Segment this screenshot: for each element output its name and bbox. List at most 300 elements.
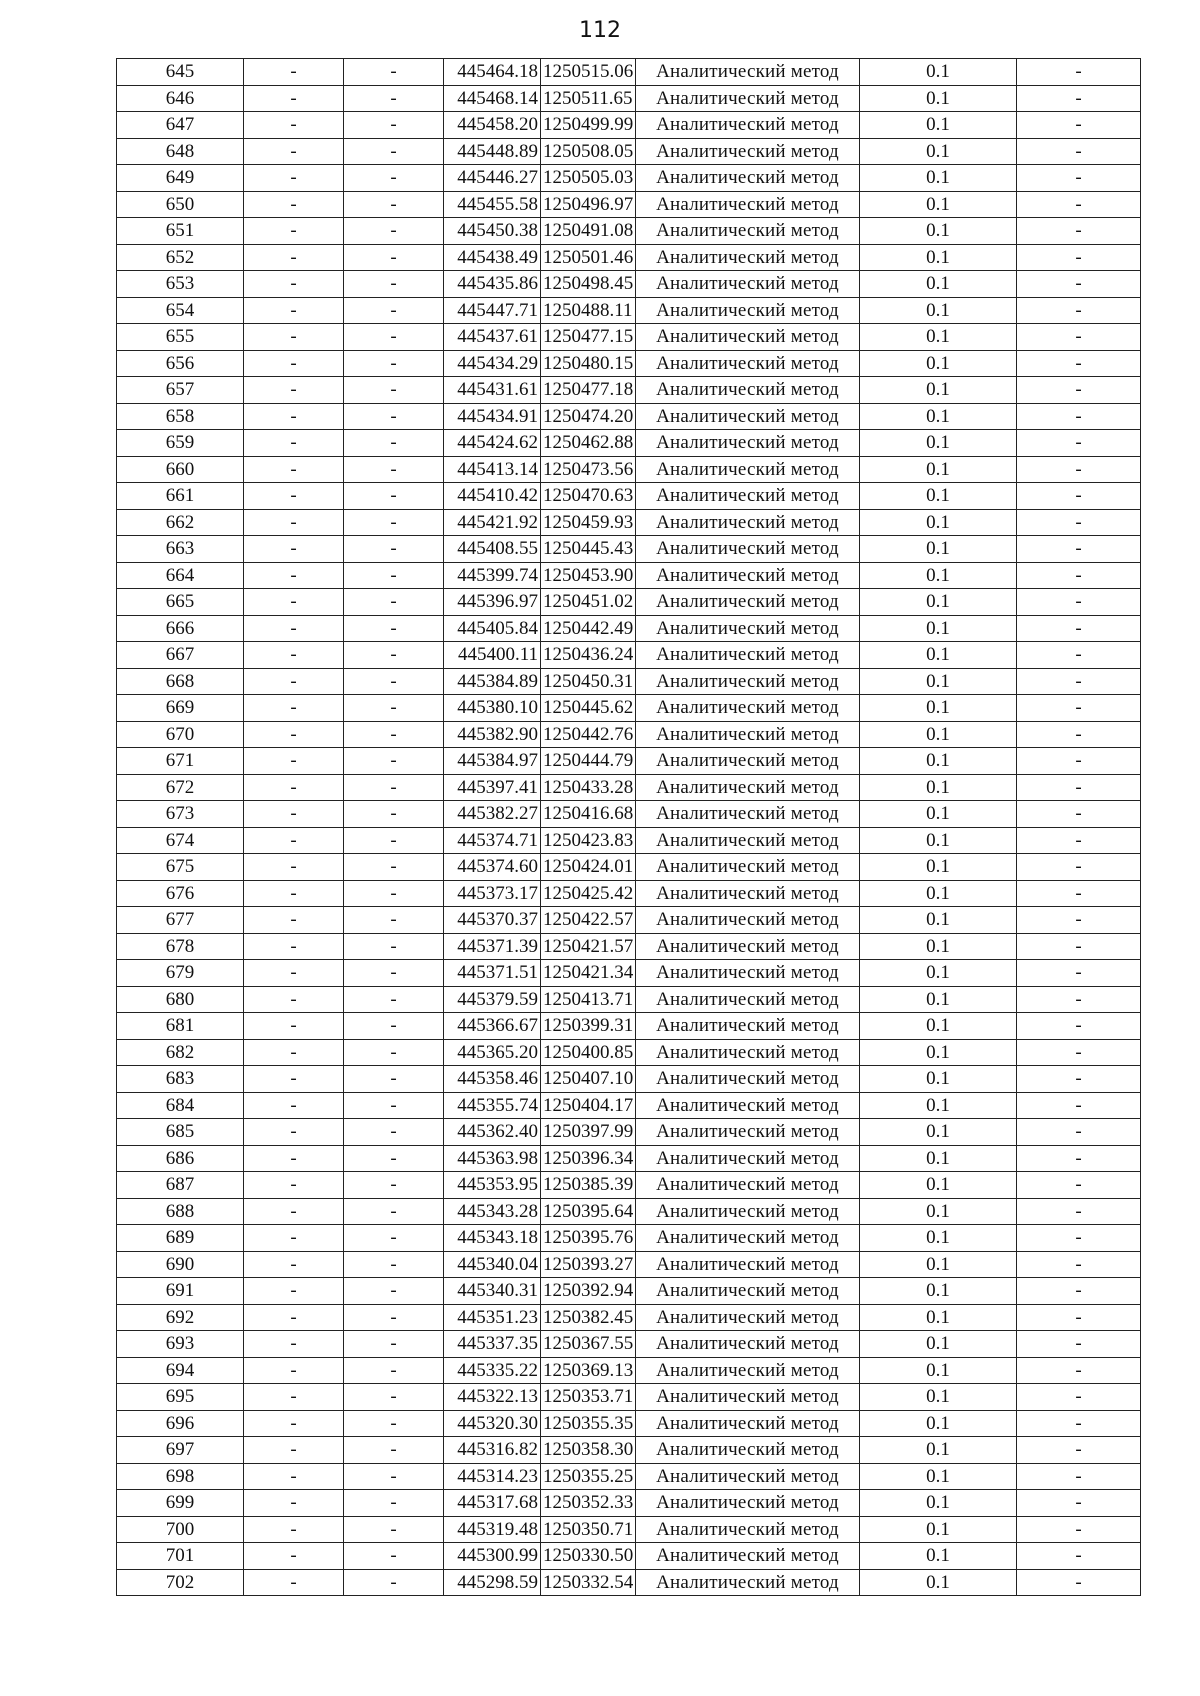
description-cell: -: [1017, 509, 1141, 536]
point-number-cell: 647: [117, 112, 244, 139]
old-x-cell: -: [244, 1278, 344, 1305]
point-number-cell: 681: [117, 1013, 244, 1040]
old-y-cell: -: [344, 668, 444, 695]
table-row: [117, 165, 1141, 192]
table-row: [117, 271, 1141, 298]
description-cell: -: [1017, 695, 1141, 722]
method-cell: Аналитический метод: [636, 1066, 860, 1093]
old-y-cell: -: [344, 324, 444, 351]
table-row: [117, 324, 1141, 351]
accuracy-cell: 0.1: [860, 1490, 1017, 1517]
table-row: [117, 562, 1141, 589]
y-coordinate-cell: 1250498.45: [541, 271, 636, 298]
description-cell: -: [1017, 562, 1141, 589]
description-cell: -: [1017, 1278, 1141, 1305]
method-cell: Аналитический метод: [636, 695, 860, 722]
x-coordinate-cell: 445340.04: [444, 1251, 541, 1278]
method-cell: Аналитический метод: [636, 1119, 860, 1146]
table-row: [117, 854, 1141, 881]
point-number-cell: 655: [117, 324, 244, 351]
old-y-cell: -: [344, 244, 444, 271]
table-row: [117, 85, 1141, 112]
old-x-cell: -: [244, 854, 344, 881]
method-cell: Аналитический метод: [636, 191, 860, 218]
y-coordinate-cell: 1250444.79: [541, 748, 636, 775]
point-number-cell: 687: [117, 1172, 244, 1199]
table-row: [117, 1066, 1141, 1093]
old-y-cell: -: [344, 85, 444, 112]
method-cell: Аналитический метод: [636, 1384, 860, 1411]
accuracy-cell: 0.1: [860, 244, 1017, 271]
description-cell: -: [1017, 1225, 1141, 1252]
old-x-cell: -: [244, 430, 344, 457]
old-x-cell: -: [244, 85, 344, 112]
point-number-cell: 649: [117, 165, 244, 192]
method-cell: Аналитический метод: [636, 1225, 860, 1252]
accuracy-cell: 0.1: [860, 138, 1017, 165]
x-coordinate-cell: 445448.89: [444, 138, 541, 165]
point-number-cell: 674: [117, 827, 244, 854]
point-number-cell: 667: [117, 642, 244, 669]
old-y-cell: -: [344, 138, 444, 165]
point-number-cell: 676: [117, 880, 244, 907]
method-cell: Аналитический метод: [636, 1543, 860, 1570]
x-coordinate-cell: 445358.46: [444, 1066, 541, 1093]
y-coordinate-cell: 1250470.63: [541, 483, 636, 510]
old-y-cell: -: [344, 1569, 444, 1596]
old-y-cell: -: [344, 986, 444, 1013]
old-y-cell: -: [344, 1490, 444, 1517]
y-coordinate-cell: 1250474.20: [541, 403, 636, 430]
y-coordinate-cell: 1250399.31: [541, 1013, 636, 1040]
description-cell: -: [1017, 721, 1141, 748]
accuracy-cell: 0.1: [860, 774, 1017, 801]
point-number-cell: 661: [117, 483, 244, 510]
method-cell: Аналитический метод: [636, 59, 860, 86]
old-x-cell: -: [244, 695, 344, 722]
accuracy-cell: 0.1: [860, 1278, 1017, 1305]
x-coordinate-cell: 445322.13: [444, 1384, 541, 1411]
old-x-cell: -: [244, 509, 344, 536]
description-cell: -: [1017, 1410, 1141, 1437]
x-coordinate-cell: 445374.71: [444, 827, 541, 854]
old-x-cell: -: [244, 536, 344, 563]
y-coordinate-cell: 1250400.85: [541, 1039, 636, 1066]
x-coordinate-cell: 445405.84: [444, 615, 541, 642]
x-coordinate-cell: 445438.49: [444, 244, 541, 271]
y-coordinate-cell: 1250445.62: [541, 695, 636, 722]
point-number-cell: 658: [117, 403, 244, 430]
description-cell: -: [1017, 165, 1141, 192]
old-y-cell: -: [344, 1092, 444, 1119]
description-cell: -: [1017, 536, 1141, 563]
old-y-cell: -: [344, 297, 444, 324]
x-coordinate-cell: 445424.62: [444, 430, 541, 457]
old-x-cell: -: [244, 1198, 344, 1225]
x-coordinate-cell: 445335.22: [444, 1357, 541, 1384]
y-coordinate-cell: 1250499.99: [541, 112, 636, 139]
y-coordinate-cell: 1250477.15: [541, 324, 636, 351]
x-coordinate-cell: 445319.48: [444, 1516, 541, 1543]
x-coordinate-cell: 445337.35: [444, 1331, 541, 1358]
description-cell: -: [1017, 85, 1141, 112]
accuracy-cell: 0.1: [860, 748, 1017, 775]
old-x-cell: -: [244, 483, 344, 510]
accuracy-cell: 0.1: [860, 854, 1017, 881]
y-coordinate-cell: 1250488.11: [541, 297, 636, 324]
y-coordinate-cell: 1250404.17: [541, 1092, 636, 1119]
x-coordinate-cell: 445370.37: [444, 907, 541, 934]
old-y-cell: -: [344, 1172, 444, 1199]
point-number-cell: 696: [117, 1410, 244, 1437]
y-coordinate-cell: 1250462.88: [541, 430, 636, 457]
old-x-cell: -: [244, 59, 344, 86]
old-y-cell: -: [344, 1013, 444, 1040]
accuracy-cell: 0.1: [860, 324, 1017, 351]
description-cell: -: [1017, 218, 1141, 245]
table-row: [117, 191, 1141, 218]
accuracy-cell: 0.1: [860, 907, 1017, 934]
y-coordinate-cell: 1250385.39: [541, 1172, 636, 1199]
y-coordinate-cell: 1250416.68: [541, 801, 636, 828]
accuracy-cell: 0.1: [860, 589, 1017, 616]
accuracy-cell: 0.1: [860, 827, 1017, 854]
table-row: [117, 112, 1141, 139]
old-x-cell: -: [244, 1384, 344, 1411]
old-x-cell: -: [244, 960, 344, 987]
old-x-cell: -: [244, 986, 344, 1013]
accuracy-cell: 0.1: [860, 191, 1017, 218]
description-cell: -: [1017, 615, 1141, 642]
old-y-cell: -: [344, 748, 444, 775]
x-coordinate-cell: 445362.40: [444, 1119, 541, 1146]
point-number-cell: 679: [117, 960, 244, 987]
point-number-cell: 654: [117, 297, 244, 324]
old-y-cell: -: [344, 1384, 444, 1411]
method-cell: Аналитический метод: [636, 1463, 860, 1490]
description-cell: -: [1017, 1543, 1141, 1570]
x-coordinate-cell: 445351.23: [444, 1304, 541, 1331]
table-row: [117, 456, 1141, 483]
old-x-cell: -: [244, 907, 344, 934]
y-coordinate-cell: 1250421.34: [541, 960, 636, 987]
x-coordinate-cell: 445435.86: [444, 271, 541, 298]
old-x-cell: -: [244, 297, 344, 324]
accuracy-cell: 0.1: [860, 933, 1017, 960]
x-coordinate-cell: 445380.10: [444, 695, 541, 722]
old-x-cell: -: [244, 1066, 344, 1093]
old-x-cell: -: [244, 774, 344, 801]
table-row: [117, 615, 1141, 642]
description-cell: -: [1017, 1463, 1141, 1490]
x-coordinate-cell: 445455.58: [444, 191, 541, 218]
accuracy-cell: 0.1: [860, 85, 1017, 112]
table-row: [117, 297, 1141, 324]
y-coordinate-cell: 1250433.28: [541, 774, 636, 801]
accuracy-cell: 0.1: [860, 1172, 1017, 1199]
old-x-cell: -: [244, 827, 344, 854]
accuracy-cell: 0.1: [860, 1251, 1017, 1278]
old-y-cell: -: [344, 59, 444, 86]
old-y-cell: -: [344, 589, 444, 616]
point-number-cell: 693: [117, 1331, 244, 1358]
y-coordinate-cell: 1250442.76: [541, 721, 636, 748]
old-y-cell: -: [344, 509, 444, 536]
old-y-cell: -: [344, 801, 444, 828]
x-coordinate-cell: 445366.67: [444, 1013, 541, 1040]
x-coordinate-cell: 445431.61: [444, 377, 541, 404]
y-coordinate-cell: 1250501.46: [541, 244, 636, 271]
x-coordinate-cell: 445300.99: [444, 1543, 541, 1570]
method-cell: Аналитический метод: [636, 403, 860, 430]
table-row: [117, 138, 1141, 165]
table-row: [117, 1516, 1141, 1543]
accuracy-cell: 0.1: [860, 668, 1017, 695]
old-x-cell: -: [244, 880, 344, 907]
method-cell: Аналитический метод: [636, 324, 860, 351]
y-coordinate-cell: 1250358.30: [541, 1437, 636, 1464]
accuracy-cell: 0.1: [860, 1569, 1017, 1596]
old-x-cell: -: [244, 1304, 344, 1331]
point-number-cell: 678: [117, 933, 244, 960]
description-cell: -: [1017, 1251, 1141, 1278]
accuracy-cell: 0.1: [860, 403, 1017, 430]
description-cell: -: [1017, 191, 1141, 218]
old-y-cell: -: [344, 1410, 444, 1437]
old-y-cell: -: [344, 456, 444, 483]
old-y-cell: -: [344, 1516, 444, 1543]
description-cell: -: [1017, 668, 1141, 695]
accuracy-cell: 0.1: [860, 986, 1017, 1013]
old-x-cell: -: [244, 324, 344, 351]
method-cell: Аналитический метод: [636, 165, 860, 192]
table-row: [117, 1543, 1141, 1570]
method-cell: Аналитический метод: [636, 1357, 860, 1384]
old-y-cell: -: [344, 642, 444, 669]
old-x-cell: -: [244, 589, 344, 616]
method-cell: Аналитический метод: [636, 801, 860, 828]
y-coordinate-cell: 1250450.31: [541, 668, 636, 695]
method-cell: Аналитический метод: [636, 827, 860, 854]
old-y-cell: -: [344, 695, 444, 722]
description-cell: -: [1017, 403, 1141, 430]
old-y-cell: -: [344, 1145, 444, 1172]
y-coordinate-cell: 1250425.42: [541, 880, 636, 907]
method-cell: Аналитический метод: [636, 642, 860, 669]
description-cell: -: [1017, 1331, 1141, 1358]
accuracy-cell: 0.1: [860, 112, 1017, 139]
method-cell: Аналитический метод: [636, 271, 860, 298]
y-coordinate-cell: 1250397.99: [541, 1119, 636, 1146]
table-row: [117, 403, 1141, 430]
description-cell: -: [1017, 1569, 1141, 1596]
old-x-cell: -: [244, 271, 344, 298]
old-x-cell: -: [244, 218, 344, 245]
method-cell: Аналитический метод: [636, 1490, 860, 1517]
x-coordinate-cell: 445384.89: [444, 668, 541, 695]
point-number-cell: 648: [117, 138, 244, 165]
old-x-cell: -: [244, 191, 344, 218]
method-cell: Аналитический метод: [636, 509, 860, 536]
method-cell: Аналитический метод: [636, 933, 860, 960]
old-x-cell: -: [244, 1225, 344, 1252]
table-row: [117, 1119, 1141, 1146]
y-coordinate-cell: 1250382.45: [541, 1304, 636, 1331]
x-coordinate-cell: 445298.59: [444, 1569, 541, 1596]
accuracy-cell: 0.1: [860, 960, 1017, 987]
accuracy-cell: 0.1: [860, 1145, 1017, 1172]
table-row: [117, 1198, 1141, 1225]
old-x-cell: -: [244, 1251, 344, 1278]
point-number-cell: 682: [117, 1039, 244, 1066]
y-coordinate-cell: 1250353.71: [541, 1384, 636, 1411]
old-y-cell: -: [344, 933, 444, 960]
old-x-cell: -: [244, 377, 344, 404]
method-cell: Аналитический метод: [636, 536, 860, 563]
table-row: [117, 59, 1141, 86]
table-row: [117, 1463, 1141, 1490]
accuracy-cell: 0.1: [860, 218, 1017, 245]
description-cell: -: [1017, 1092, 1141, 1119]
old-y-cell: -: [344, 403, 444, 430]
accuracy-cell: 0.1: [860, 456, 1017, 483]
description-cell: -: [1017, 430, 1141, 457]
description-cell: -: [1017, 271, 1141, 298]
y-coordinate-cell: 1250332.54: [541, 1569, 636, 1596]
y-coordinate-cell: 1250396.34: [541, 1145, 636, 1172]
method-cell: Аналитический метод: [636, 1516, 860, 1543]
point-number-cell: 651: [117, 218, 244, 245]
x-coordinate-cell: 445421.92: [444, 509, 541, 536]
table-row: [117, 721, 1141, 748]
method-cell: Аналитический метод: [636, 615, 860, 642]
description-cell: -: [1017, 1066, 1141, 1093]
y-coordinate-cell: 1250392.94: [541, 1278, 636, 1305]
old-y-cell: -: [344, 1119, 444, 1146]
old-x-cell: -: [244, 1013, 344, 1040]
method-cell: Аналитический метод: [636, 1437, 860, 1464]
y-coordinate-cell: 1250407.10: [541, 1066, 636, 1093]
accuracy-cell: 0.1: [860, 695, 1017, 722]
accuracy-cell: 0.1: [860, 1357, 1017, 1384]
y-coordinate-cell: 1250453.90: [541, 562, 636, 589]
point-number-cell: 659: [117, 430, 244, 457]
point-number-cell: 675: [117, 854, 244, 881]
x-coordinate-cell: 445399.74: [444, 562, 541, 589]
table-row: [117, 218, 1141, 245]
x-coordinate-cell: 445353.95: [444, 1172, 541, 1199]
old-y-cell: -: [344, 1357, 444, 1384]
y-coordinate-cell: 1250477.18: [541, 377, 636, 404]
method-cell: Аналитический метод: [636, 1569, 860, 1596]
point-number-cell: 702: [117, 1569, 244, 1596]
description-cell: -: [1017, 748, 1141, 775]
table-row: [117, 1437, 1141, 1464]
method-cell: Аналитический метод: [636, 1251, 860, 1278]
accuracy-cell: 0.1: [860, 1119, 1017, 1146]
old-x-cell: -: [244, 1463, 344, 1490]
table-row: [117, 801, 1141, 828]
point-number-cell: 663: [117, 536, 244, 563]
old-y-cell: -: [344, 483, 444, 510]
table-row: [117, 509, 1141, 536]
point-number-cell: 656: [117, 350, 244, 377]
old-x-cell: -: [244, 1543, 344, 1570]
point-number-cell: 695: [117, 1384, 244, 1411]
table-row: [117, 430, 1141, 457]
old-x-cell: -: [244, 1437, 344, 1464]
table-row: [117, 589, 1141, 616]
accuracy-cell: 0.1: [860, 165, 1017, 192]
description-cell: -: [1017, 907, 1141, 934]
description-cell: -: [1017, 1437, 1141, 1464]
table-row: [117, 960, 1141, 987]
x-coordinate-cell: 445314.23: [444, 1463, 541, 1490]
point-number-cell: 672: [117, 774, 244, 801]
x-coordinate-cell: 445343.28: [444, 1198, 541, 1225]
table-row: [117, 483, 1141, 510]
old-x-cell: -: [244, 562, 344, 589]
point-number-cell: 669: [117, 695, 244, 722]
old-x-cell: -: [244, 244, 344, 271]
table-row: [117, 748, 1141, 775]
old-x-cell: -: [244, 1490, 344, 1517]
old-y-cell: -: [344, 615, 444, 642]
point-number-cell: 650: [117, 191, 244, 218]
method-cell: Аналитический метод: [636, 1304, 860, 1331]
method-cell: Аналитический метод: [636, 960, 860, 987]
old-y-cell: -: [344, 1066, 444, 1093]
x-coordinate-cell: 445458.20: [444, 112, 541, 139]
old-x-cell: -: [244, 403, 344, 430]
y-coordinate-cell: 1250459.93: [541, 509, 636, 536]
method-cell: Аналитический метод: [636, 85, 860, 112]
old-y-cell: -: [344, 1331, 444, 1358]
old-x-cell: -: [244, 642, 344, 669]
x-coordinate-cell: 445408.55: [444, 536, 541, 563]
y-coordinate-cell: 1250491.08: [541, 218, 636, 245]
point-number-cell: 694: [117, 1357, 244, 1384]
description-cell: -: [1017, 960, 1141, 987]
x-coordinate-cell: 445371.51: [444, 960, 541, 987]
description-cell: -: [1017, 483, 1141, 510]
y-coordinate-cell: 1250511.65: [541, 85, 636, 112]
x-coordinate-cell: 445365.20: [444, 1039, 541, 1066]
accuracy-cell: 0.1: [860, 1463, 1017, 1490]
y-coordinate-cell: 1250515.06: [541, 59, 636, 86]
description-cell: -: [1017, 350, 1141, 377]
accuracy-cell: 0.1: [860, 1384, 1017, 1411]
description-cell: -: [1017, 642, 1141, 669]
accuracy-cell: 0.1: [860, 1543, 1017, 1570]
point-number-cell: 699: [117, 1490, 244, 1517]
old-x-cell: -: [244, 1039, 344, 1066]
point-number-cell: 680: [117, 986, 244, 1013]
old-y-cell: -: [344, 774, 444, 801]
method-cell: Аналитический метод: [636, 589, 860, 616]
y-coordinate-cell: 1250442.49: [541, 615, 636, 642]
y-coordinate-cell: 1250436.24: [541, 642, 636, 669]
point-number-cell: 684: [117, 1092, 244, 1119]
table-row: [117, 774, 1141, 801]
method-cell: Аналитический метод: [636, 456, 860, 483]
method-cell: Аналитический метод: [636, 350, 860, 377]
y-coordinate-cell: 1250395.64: [541, 1198, 636, 1225]
y-coordinate-cell: 1250352.33: [541, 1490, 636, 1517]
point-number-cell: 660: [117, 456, 244, 483]
y-coordinate-cell: 1250350.71: [541, 1516, 636, 1543]
method-cell: Аналитический метод: [636, 986, 860, 1013]
